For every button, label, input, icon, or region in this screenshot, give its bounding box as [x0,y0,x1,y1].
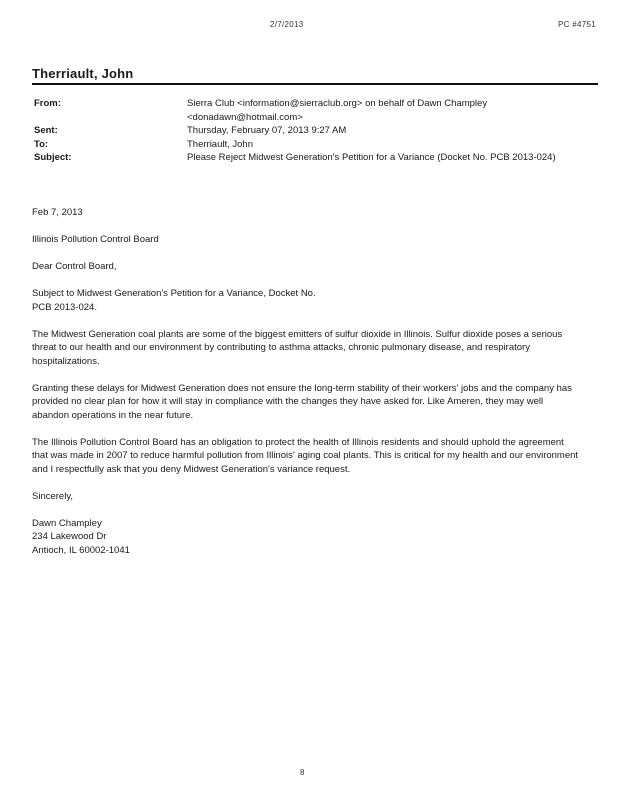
letter-body [32,206,580,557]
letter-paragraph-3: The Illinois Pollution Control Board has an obligation to protect the health of Illinois residents and should uphold the agreement that was made in 2007 to reduce harmful pollution from Illinois' aging coal plants. This is critical for my health and our environment and I respectfully ask that you deny Midwest Generation's variance request. [32,436,579,475]
letter-subject-line1: Subject to Midwest Generation's Petition for a Variance, Docket No. [32,288,316,299]
from-value [187,97,600,124]
letter-subject [32,287,580,314]
sent-label: Sent: [34,125,58,136]
subject-label: Subject: [34,152,72,163]
to-row [34,138,600,152]
heading-divider [32,83,598,85]
from-label: From: [34,98,61,109]
letter-salutation: Dear Control Board, [32,261,117,272]
to-value: Therriault, John [187,138,254,150]
page-number: 8 [300,768,305,777]
subject-row [34,151,600,165]
signature-block [32,490,580,558]
from-row [34,97,600,124]
from-value-line2: <donadawn@hotmail.com> [187,111,303,123]
header-date: 2/7/2013 [270,20,304,29]
email-meta-block [34,97,600,165]
recipient-name-heading: Therriault, John [32,66,134,81]
letter-addressee: Illinois Pollution Control Board [32,234,159,245]
from-value-line1: Sierra Club <information@sierraclub.org> on behalf of Dawn Champley [187,98,488,109]
sent-value: Thursday, February 07, 2013 9:27 AM [187,125,347,136]
signer-street: 234 Lakewood Dr [32,531,107,542]
signer-city: Antioch, IL 60002-1041 [32,544,130,556]
signer-name: Dawn Champley [32,517,102,529]
header-pc-number: PC #4751 [558,20,596,29]
sent-row [34,124,600,138]
to-label: To: [34,138,49,150]
closing: Sincerely, [32,490,74,502]
letter-date: Feb 7, 2013 [32,207,83,218]
letter-paragraph-2: Granting these delays for Midwest Generation does not ensure the long-term stability of their workers' jobs and the company has provided no clear plan for how it will stay in compliance with the changes they have asked for. Like Ameren, they may well abandon operations in the near future. [32,382,572,421]
letter-subject-line2: PCB 2013-024. [32,301,97,313]
subject-value: Please Reject Midwest Generation's Petition for a Variance (Docket No. PCB 2013-024) [187,152,556,163]
letter-paragraph-1: The Midwest Generation coal plants are some of the biggest emitters of sulfur dioxide in Illinois. Sulfur dioxide poses a serious threat to our health and our environment by contributing to asthma attacks, chronic pulmonary disease, and respiratory hospitalizations. [32,328,563,367]
